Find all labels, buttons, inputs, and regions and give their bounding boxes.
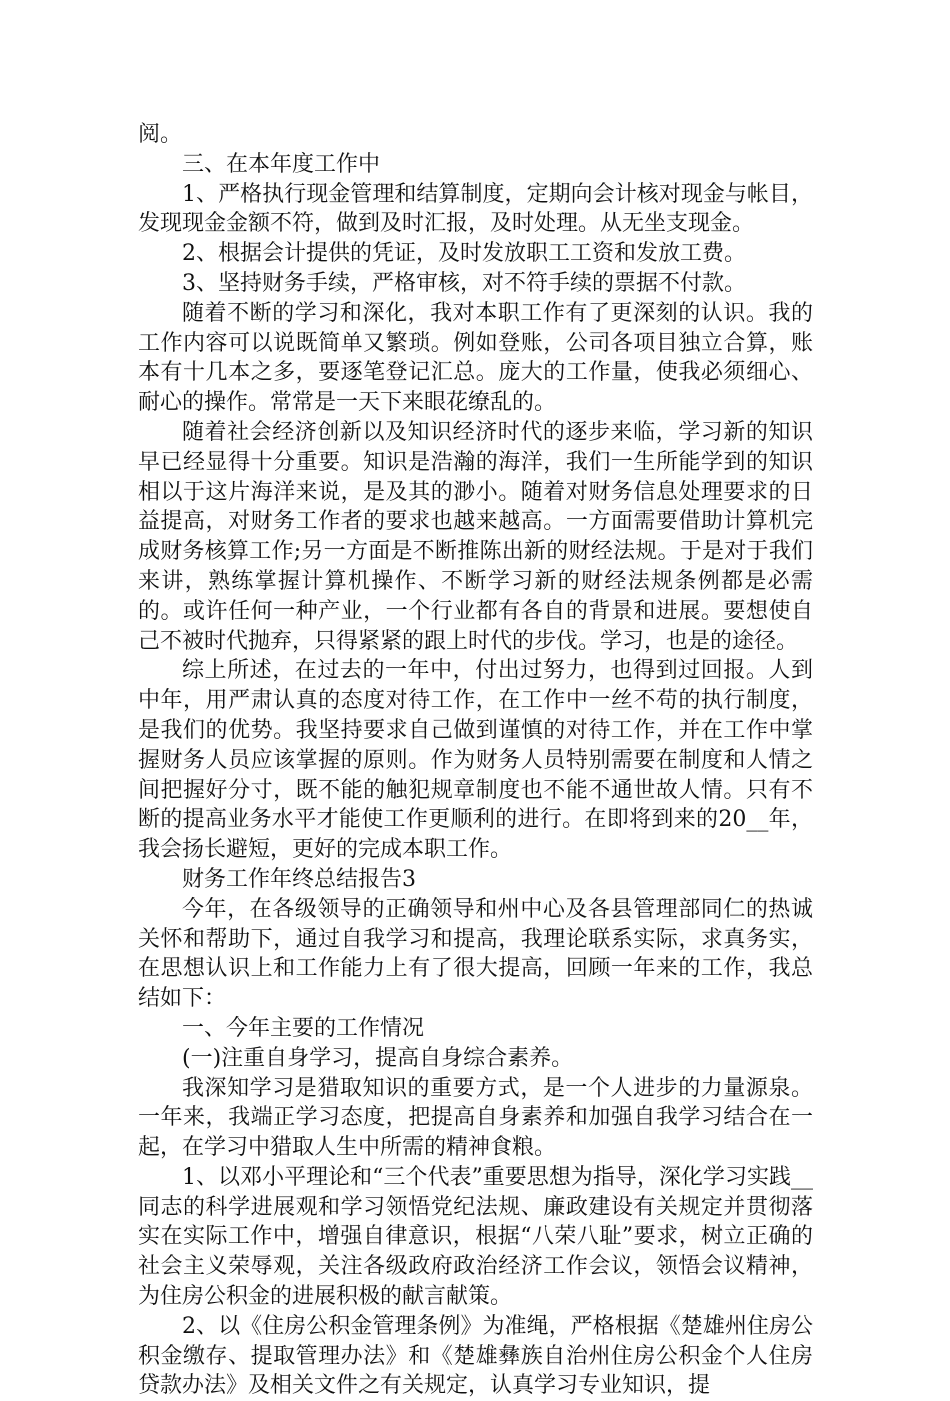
report-title-3: 财务工作年终总结报告3 bbox=[182, 866, 416, 892]
list-item-regulations: 2、以《住房公积金管理条例》为准绳，严格根据《楚雄州住房公积金缴存、提取管理办法》和《楚雄彝族自治州住房公积金个人住房贷款办法》及相关文件之有关规定，认真学习专业知识，提 bbox=[138, 1313, 813, 1399]
paragraph-work-understanding: 随着不断的学习和深化，我对本职工作有了更深刻的认识。我的工作内容可以说既简单又繁琐。例如登账，公司各项目独立合算，账本有十几本之多，要逐笔登记汇总。庞大的工作量，使我必须细心、耐心的操作。常常是一天下来眼花缭乱的。 bbox=[138, 300, 813, 416]
section-heading-1: 一、今年主要的工作情况 bbox=[182, 1015, 425, 1041]
document-body bbox=[138, 120, 813, 1401]
paragraph-continuation: 阅。 bbox=[138, 122, 183, 147]
list-item-cash-management: 1、严格执行现金管理和结算制度，定期向会计核对现金与帐目，发现现金金额不符，做到及时汇报，及时处理。从无坐支现金。 bbox=[138, 181, 813, 237]
paragraph-self-study: 我深知学习是猎取知识的重要方式，是一个人进步的力量源泉。一年来，我端正学习态度，把提高自身素养和加强自我学习结合在一起，在学习中猎取人生中所需的精神食粮。 bbox=[138, 1075, 813, 1161]
paragraph-learning: 随着社会经济创新以及知识经济时代的逐步来临，学习新的知识早已经显得十分重要。知识是浩瀚的海洋，我们一生所能学到的知识相以于这片海洋来说，是及其的渺小。随着对财务信息处理要求的日益提高，对财务工作者的要求也越来越高。一方面需要借助计算机完成财务核算工作;另一方面是不断推陈出新的财经法规。于是对于我们来讲，熟练掌握计算机操作、不断学习新的财经法规条例都是必需的。或许任何一种产业，一个行业都有各自的背景和进展。要想使自己不被时代抛弃，只得紧紧的跟上时代的步伐。学习，也是的途径。 bbox=[138, 419, 813, 654]
list-item-theory: 1、以邓小平理论和“三个代表”重要思想为指导，深化学习实践__同志的科学进展观和学习领悟党纪法规、廉政建设有关规定并贯彻落实在实际工作中，增强自律意识，根据“八荣八耻”要求，树立正确的社会主义荣辱观，关注各级政府政治经济工作会议，领悟会议精神，为住房公积金的进展积极的献言献策。 bbox=[138, 1164, 813, 1310]
paragraph-intro: 今年，在各级领导的正确领导和州中心及各县管理部同仁的热诚关怀和帮助下，通过自我学习和提高，我理论联系实际，求真务实，在思想认识上和工作能力上有了很大提高，回顾一年来的工作，我总结如下： bbox=[138, 896, 813, 1012]
list-item-audit: 3、坚持财务手续，严格审核，对不符手续的票据不付款。 bbox=[182, 270, 746, 296]
list-item-payroll: 2、根据会计提供的凭证，及时发放职工工资和发放工费。 bbox=[182, 241, 746, 267]
section-heading-3: 三、在本年度工作中 bbox=[182, 151, 381, 177]
paragraph-summary: 综上所述，在过去的一年中，付出过努力，也得到过回报。人到中年，用严肃认真的态度对待工作，在工作中一丝不苟的执行制度，是我们的优势。我坚持要求自己做到谨慎的对待工作，并在工作中掌握财务人员应该掌握的原则。作为财务人员特别需要在制度和人情之间把握好分寸，既不能的触犯规章制度也不能不通世故人情。只有不断的提高业务水平才能使工作更顺利的进行。在即将到来的20__年，我会扬长避短，更好的完成本职工作。 bbox=[138, 658, 813, 863]
subsection-heading-1: (一)注重自身学习，提高自身综合素养。 bbox=[182, 1045, 574, 1071]
